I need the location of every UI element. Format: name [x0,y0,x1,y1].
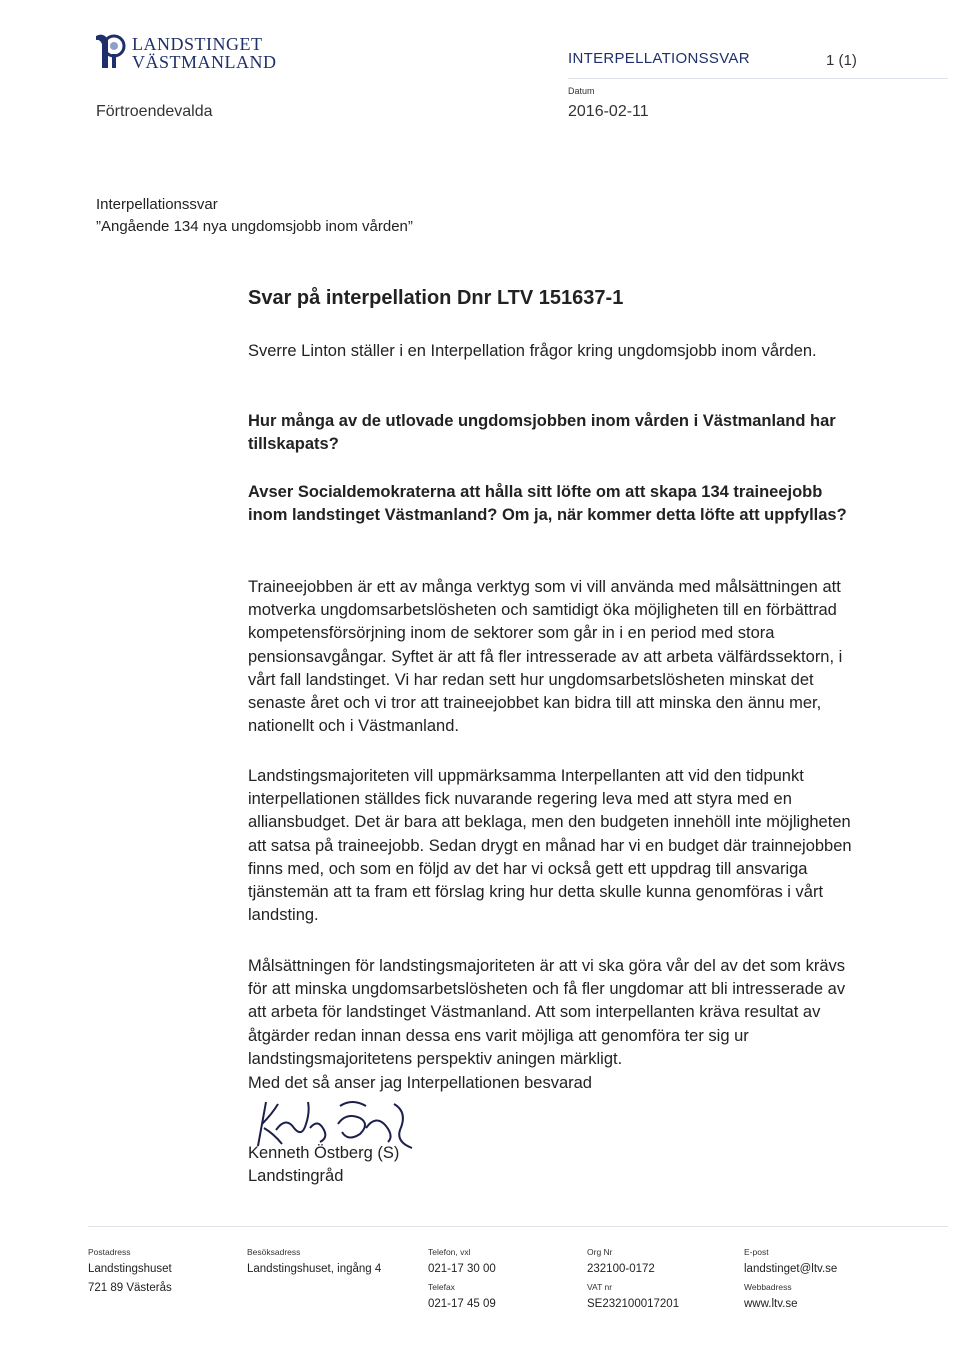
footer-contact [744,1248,837,1318]
email-label: E-post [744,1247,769,1257]
org-name-line1: LANDSTINGET [132,34,263,54]
document-date: 2016-02-11 [568,103,649,120]
fax-value: 021-17 45 09 [428,1297,496,1310]
organization-logo [92,28,277,72]
footer-divider [88,1226,948,1227]
footer-phone [428,1248,496,1318]
page-number: 1 (1) [826,52,857,69]
document-type: INTERPELLATIONSSVAR [568,50,750,67]
page-title: Svar på interpellation Dnr LTV 151637-1 [248,287,624,309]
org-number-label: Org Nr [587,1247,613,1257]
intro-paragraph: Sverre Linton ställer i en Interpellation frågor kring ungdomsjobb inom vården. [248,342,817,360]
vat-value: SE232100017201 [587,1297,680,1310]
postal-line-1: Landstingshuset [88,1262,172,1275]
subject-line-1: Interpellationssvar [96,196,218,213]
signer-name: Kenneth Östberg (S) [248,1144,400,1162]
answer-paragraph-3: Målsättningen för landstingsmajoriteten är att vi ska göra vår del av det som krävs för att minska ungdomsarbetslösheten och få fler ungdomar att bli intresserade av att arbeta för landstinget Västmanland. Att som interpellanten kräva resultat av åtgärder redan innan dessa ens varit möjliga att genomföra ter sig ur landstingsmajoritetens perspektiv aningen märkligt. [248,957,846,1068]
question-2: Avser Socialdemokraterna att hålla sitt löfte om att skapa 134 traineejobb inom landstinget Västmanland? Om ja, när kommer detta löfte att uppfyllas? [248,483,847,525]
visit-line-1: Landstingshuset, ingång 4 [247,1262,382,1275]
phone-value: 021-17 30 00 [428,1262,496,1275]
header-divider [568,78,948,79]
web-label: Webbadress [744,1282,792,1292]
vat-label: VAT nr [587,1282,613,1292]
website-link[interactable]: www.ltv.se [744,1297,798,1310]
org-number-value: 232100-0172 [587,1262,655,1275]
closing-line: Med det så anser jag Interpellationen besvarad [248,1074,592,1092]
email-link[interactable]: landstinget@ltv.se [744,1262,838,1275]
department: Förtroendevalda [96,103,213,120]
phone-label: Telefon, vxl [428,1247,471,1257]
postal-line-2: 721 89 Västerås [88,1282,172,1294]
footer-org [587,1248,679,1318]
fax-label: Telefax [428,1282,455,1292]
signer-role: Landstingråd [248,1167,344,1185]
logo-emblem-icon [92,30,130,70]
postal-label: Postadress [88,1247,131,1257]
footer-visit [247,1248,381,1283]
footer-postal [88,1248,172,1303]
date-label: Datum [568,86,595,96]
answer-paragraph-2: Landstingsmajoriteten vill uppmärksamma Interpellanten att vid den tidpunkt interpellationen ställdes fick nuvarande regering leva med att styra med en alliansbudget. Det är bara att beklaga, men den budgeten innehöll inte möjligheten att satsa på traineejobb. Sedan drygt en månad har vi en budget där trainnejobben finns med, och som en följd av det har vi också gett ett uppdrag till ansvariga tjänstemän att ta fram ett förslag kring hur detta skulle kunna genomföras i vårt landsting. [248,767,852,925]
visit-label: Besöksadress [247,1247,301,1257]
org-name-line2: VÄSTMANLAND [132,52,277,72]
answer-paragraph-1: Traineejobben är ett av många verktyg som vi vill använda med målsättningen att motverka ungdomsarbetslösheten och samtidigt öka möjligheten till en förbättrad kompetensförsörjning inom de sektorer som går in i en period med stora pensionsavgångar. Syftet är att få fler intresserade av att arbeta välfärdssektorn, i vårt fall landstinget. Vi har redan sett hur ungdomsarbetslösheten minskat det senaste året och vi tror att traineejobbet kan bidra till att minska den ännu mer, nationellt och i Västmanland. [248,578,843,736]
question-1: Hur många av de utlovade ungdomsjobben inom vården i Västmanland har tillskapats? [248,412,836,454]
subject-line-2: ”Angående 134 nya ungdomsjobb inom vården” [96,218,413,235]
